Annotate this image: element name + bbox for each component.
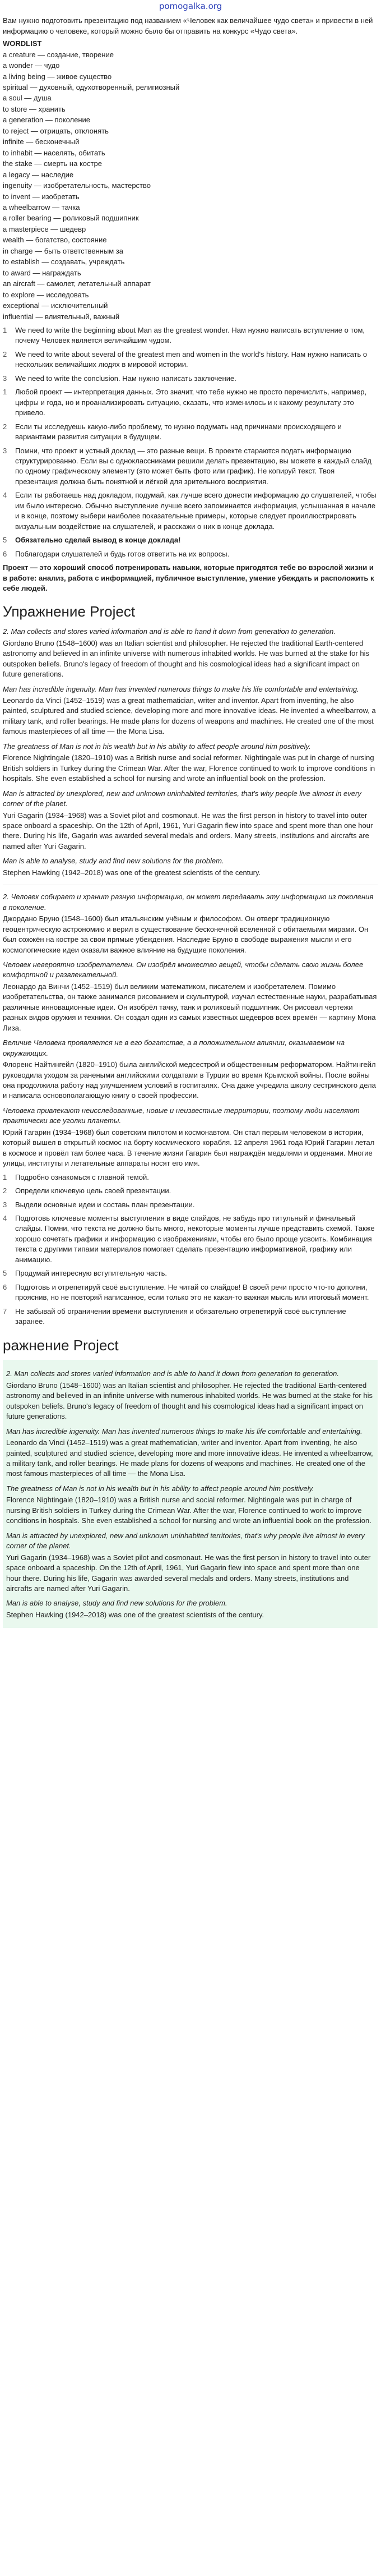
quote: The greatness of Man is not in his wealth but in his ability to affect people around him positively. — [6, 1484, 314, 1493]
quote: The greatness of Man is not in his wealth but in his ability to affect people around him positively. — [3, 742, 311, 751]
list-item — [3, 549, 378, 559]
wordlist-item: an aircraft — самолет, летательный аппарат — [3, 279, 151, 288]
quote-text: Флоренс Найтингейл (1820–1910) была английской медсестрой и общественным реформатором. Найтингейл руководила уходом за ранеными английскими солдатами в Турции во время Крымской войны. После войны она продолжила работу над улучшением условий в госпиталях. Она даже учредила школу сестринского дела и написала основополагающую книгу о своей профессии. — [3, 1060, 376, 1100]
wordlist-item: to store — хранить — [3, 104, 66, 113]
bullet-icon: 1 — [3, 325, 7, 334]
page — [0, 16, 381, 1628]
translation-block — [3, 1038, 378, 1101]
bullet-icon: 2 — [3, 349, 7, 358]
bullet-icon: 5 — [3, 536, 7, 545]
bullet-icon: 4 — [3, 1213, 7, 1222]
section-title: Упражнение Project — [3, 603, 136, 620]
wordlist-item: a creature — создание, творение — [3, 50, 114, 59]
quote-text: Leonardo da Vinci (1452–1519) was a great mathematician, writer and inventor. Apart from inventing, he also painted, sculptured and studied science, developing more and more innovative ideas. He invented a wheelbarrow, a military tank, and roller bearings. He made plans for dozens of weapons and machines. He created one of the most famous masterpieces of all time — the Mona Lisa. — [6, 1438, 373, 1478]
list-item — [3, 1172, 378, 1183]
step-text: Не забывай об ограничении времени выступления и обязательно отрепетируй своё выступление заранее. — [15, 1307, 346, 1326]
list-item — [3, 422, 378, 443]
quote-text: Giordano Bruno (1548–1600) was an Italian scientist and philosopher. He rejected the traditional Earth-centered astronomy and believed in an infinite universe with numerous inhabited worlds. He was burned at the stake for his outspoken beliefs. Bruno's legacy of freedom of thought and his cosmological ideas had a significant impact on future generations. — [6, 1381, 373, 1421]
task-text: We need to write about several of the greatest men and women in the world's history. Нам нужно написать о нескольких величайших людях в мировой истории. — [15, 349, 368, 369]
step-text: Подготовь ключевые моменты выступления в виде слайдов, не забудь про титульный и финальный слайды. Помни, что текста не должно быть много, некоторые моменты лучше представить схемой. Также хорошо сочетать графики и информацию с изображениями, чтобы его было проще усвоить. Комбинация текста с другими типами материалов помогает сделать презентацию информативной, графику или анимацию. — [15, 1213, 375, 1264]
quote: Man is attracted by unexplored, new and unknown uninhabited territories, that's why people live almost in every corner of the planet. — [6, 1531, 365, 1551]
quote-block — [6, 1598, 374, 1620]
quote-text: Stephen Hawking (1942–2018) was one of the greatest scientists of the century. — [3, 868, 261, 877]
wordlist — [3, 50, 378, 322]
list-item — [3, 446, 378, 487]
quote-text: Giordano Bruno (1548–1600) was an Italian scientist and philosopher. He rejected the traditional Earth-centered astronomy and believed in an infinite universe with numerous inhabited worlds. He was burned at the stake for his outspoken beliefs. Bruno's legacy of freedom of thought and his cosmological ideas had a significant impact on future generations. — [3, 638, 369, 679]
quote-block — [6, 1531, 374, 1594]
task-text: We need to write the conclusion. Нам нужно написать заключение. — [15, 374, 236, 383]
wordlist-item: a soul — душа — [3, 94, 52, 103]
quote: Человека привлекают неисследованные, новые и неизвестные территории, поэтому люди населяют практически все уголки планеты. — [3, 1106, 360, 1125]
step-text: Продумай интересную вступительную часть. — [15, 1269, 167, 1278]
step-text: Подготовь и отрепетируй своё выступление. Не читай со слайдов! В своей речи просто что-то дополни, прояснив, но не повторяй написанное, если только это не какая-то важная мысль или итоговый момент. — [15, 1282, 369, 1302]
quote-text: Леонардо да Винчи (1452–1519) был великим математиком, писателем и изобретателем. Помимо изобретательства, он также занимался рисованием и скульптурой, изучал естественные науки, разрабатывая различные инновационные идеи. Он изобрёл тачку, танк и роликовый подшипник. Он рисовал чертежи разных видов оружия и техники. Он создал один из самых известных шедевров всех времён — картину Мона Лиза. — [3, 982, 377, 1032]
translation-block — [3, 892, 378, 955]
quote-text: Stephen Hawking (1942–2018) was one of the greatest scientists of the century. — [6, 1610, 264, 1619]
quote-text: Yuri Gagarin (1934–1968) was a Soviet pilot and cosmonaut. He was the first person in history to travel into outer space onboard a spaceship. On the 12th of April, 1961, Yuri Gagarin flew into space and spent more than one hour there. During his life, Gagarin was awarded several medals and orders. Many streets, institutions and aircrafts are named after Yuri Gagarin. — [6, 1553, 371, 1593]
task-list — [3, 325, 378, 384]
bullet-icon: 5 — [3, 1269, 7, 1278]
wordlist-item: to invent — изобретать — [3, 192, 80, 201]
bullet-icon: 6 — [3, 1282, 7, 1291]
wordlist-item: infinite — бесконечный — [3, 137, 80, 146]
bullet-icon: 4 — [3, 491, 7, 500]
list-item — [3, 490, 378, 532]
list-item — [3, 349, 378, 370]
highlight-band — [3, 1360, 378, 1628]
tip-text: Любой проект — интерпретация данных. Это значит, что тебе нужно не просто перечислить, например, цифры и года, но и проанализировать ситуацию, сказать, что изменилось и к какому результату это привело. — [15, 388, 367, 417]
list-item — [3, 535, 378, 545]
list-item — [3, 1307, 378, 1327]
wordlist-item: a masterpiece — шедевр — [3, 224, 86, 233]
wordlist-item: ingenuity — изобретательность, мастерство — [3, 181, 151, 190]
quote: 2. Man collects and stores varied information and is able to hand it down from generation to generation. — [6, 1369, 340, 1378]
list-item — [3, 374, 378, 384]
quote-block — [6, 1369, 374, 1422]
section-title: ражнение Project — [3, 1336, 119, 1354]
wordlist-item: a roller bearing — роликовый подшипник — [3, 214, 139, 223]
quote: Man has incredible ingenuity. Man has invented numerous things to make his life comfortable and entertaining. — [6, 1427, 363, 1436]
list-item — [3, 1282, 378, 1303]
bullet-icon: 2 — [3, 1186, 7, 1195]
watermark-top: pomogalka.org — [159, 1, 222, 11]
bullet-icon: 2 — [3, 422, 7, 431]
quote: Man has incredible ingenuity. Man has invented numerous things to make his life comfortable and entertaining. — [3, 684, 359, 693]
tips-list — [3, 387, 378, 559]
bullet-icon: 1 — [3, 388, 7, 397]
quote-block — [3, 627, 378, 679]
list-item — [3, 1268, 378, 1278]
wordlist-item: to reject — отрицать, отклонять — [3, 126, 109, 135]
quote: Man is attracted by unexplored, new and unknown uninhabited territories, that's why people live almost in every corner of the planet. — [3, 789, 361, 808]
quote-text: Yuri Gagarin (1934–1968) was a Soviet pilot and cosmonaut. He was the first person in history to travel into outer space onboard a spaceship. On the 12th of April, 1961, Yuri Gagarin flew into space and spent more than one hour there. During his life, Gagarin was awarded several medals and orders. Many streets, institutions and aircrafts are named after Yuri Gagarin. — [3, 811, 373, 850]
tip-text: Поблагодари слушателей и будь готов ответить на их вопросы. — [15, 549, 230, 558]
step-text: Выдели основные идеи и составь план презентации. — [15, 1200, 195, 1209]
step-text: Подробно ознакомься с главной темой. — [15, 1172, 149, 1181]
wordlist-item: to award — награждать — [3, 268, 81, 277]
steps-list — [3, 1172, 378, 1327]
quote: Man is able to analyse, study and find new solutions for the problem. — [3, 857, 224, 866]
step-text: Определи ключевую цель своей презентации. — [15, 1186, 171, 1195]
list-item — [3, 1186, 378, 1196]
wordlist-item: to establish — создавать, учреждать — [3, 257, 125, 266]
quote: 2. Man collects and stores varied information and is able to hand it down from generation to generation. — [3, 627, 336, 636]
quote-block — [3, 742, 378, 784]
wordlist-item: exceptional — исключительный — [3, 301, 108, 310]
list-item — [3, 325, 378, 346]
intro-paragraph: Вам нужно подготовить презентацию под названием «Человек как величайшее чудо света» и привести в ней информацию о человеке, который можно было бы отправить на конкурс «Чудо света». — [3, 16, 373, 35]
task-text: We need to write the beginning about Man as the greatest wonder. Нам нужно написать вступление о том, почему Человек является величайшим чудом. — [15, 325, 365, 345]
quote-block — [6, 1484, 374, 1526]
bullet-icon: 6 — [3, 549, 7, 558]
translation-block — [3, 960, 378, 1033]
wordlist-item: a wonder — чудо — [3, 61, 60, 70]
quote: Человек невероятно изобретателен. Он изобрёл множество вещей, чтобы сделать свою жизнь более комфортной и развлекательной. — [3, 960, 364, 979]
wordlist-item: the stake — смерть на костре — [3, 159, 102, 168]
tip-text: Если ты исследуешь какую-либо проблему, то нужно подумать над причинами происходящего и вариантами развития ситуации в будущем. — [15, 422, 342, 441]
quote-text: Florence Nightingale (1820–1910) was a British nurse and social reformer. Nightingale was put in charge of nursing British soldiers in Turkey during the Crimean War. After the war, Florence continued to work to improve conditions in hospitals. She even established a school for nursing and wrote an influential book on the profession. — [6, 1496, 371, 1525]
quote-text: Джордано Бруно (1548–1600) был итальянским учёным и философом. Он отверг традиционную геоцентрическую астрономию и верил в существование бесконечной вселенной с обитаемыми мирами. Он был сожжён на костре за свои прямые убеждения. Наследие Бруно в свободе выражения мысли и его космологические идеи оказали важное влияние на будущие поколения. — [3, 914, 369, 954]
quote-text: Юрий Гагарин (1934–1968) был советским пилотом и космонавтом. Он стал первым человеком в истории, который вышел в открытый космос на борту космического корабля. 12 апреля 1961 года Юрий Гагарин летал в космосе и провёл там более часа. В течение жизни Гагарин был награждён медалями и орденами. Многие улицы, институты и летательные аппараты носят его имя. — [3, 1128, 375, 1168]
bullet-icon: 1 — [3, 1172, 7, 1181]
bullet-icon: 3 — [3, 1200, 7, 1209]
tip-text: Если ты работаешь над докладом, подумай, как лучше всего донести информацию до слушателей, чтобы им было интересно. Обычно выступление лучше всего запоминается информация, услышанная в начале и в конце, поэтому выбери наиболее показательные примеры, которые следует проиллюстрировать визуальным воздействие на слушателей, и расскажи о них в конце доклада. — [15, 491, 377, 531]
wordlist-item: a wheelbarrow — тачка — [3, 203, 80, 211]
quote-block — [6, 1427, 374, 1479]
quote-text: Florence Nightingale (1820–1910) was a British nurse and social reformer. Nightingale was put in charge of nursing British soldiers in Turkey during the Crimean War. After the war, Florence continued to work to improve conditions in hospitals. She even established a school for nursing and wrote an influential book on the profession. — [3, 753, 375, 783]
tip-text: Обязательно сделай вывод в конце доклада! — [15, 536, 181, 545]
wordlist-item: a living being — живое существо — [3, 72, 112, 81]
bullet-icon: 3 — [3, 374, 7, 383]
quote-block — [3, 789, 378, 852]
wordlist-item: spiritual — духовный, одухотворенный, религиозный — [3, 83, 180, 92]
wordlist-item: to inhabit — населять, обитать — [3, 148, 105, 157]
bullet-icon: 7 — [3, 1307, 7, 1315]
wordlist-item: influential — влиятельный, важный — [3, 312, 120, 321]
quote: Man is able to analyse, study and find new solutions for the problem. — [6, 1599, 227, 1608]
list-item — [3, 1200, 378, 1210]
wordlist-item: a generation — поколение — [3, 116, 91, 125]
translation-block — [3, 1106, 378, 1169]
wordlist-title: WORDLIST — [3, 39, 42, 48]
quote: 2. Человек собирает и хранит разную информацию, он может передавать эту информацию из поколения в поколение. — [3, 893, 374, 912]
tip-text: Помни, что проект и устный доклад — это разные вещи. В проекте стараются подать информацию структурированно. Если вы с одноклассниками решили делать презентацию, вы можете в каждый слайд по одному графическому элементу (это может быть фото или график). Не копируй текст. Твоя презентация должна быть понятной и лёгкой для зрительного восприятия. — [15, 446, 372, 486]
list-item — [3, 387, 378, 418]
wordlist-item: in charge — быть ответственным за — [3, 246, 123, 255]
wordlist-item: to explore — исследовать — [3, 290, 89, 299]
quote-block — [3, 856, 378, 878]
wordlist-item: wealth — богатство, состояние — [3, 236, 107, 245]
summary-paragraph: Проект — это хороший способ потренировать навыки, которые пригодятся тебе во взрослой жизни и в работе: анализ, работа с информацией, публичное выступление, умение убеждать и расположить к себе людей. — [3, 563, 374, 592]
quote-block — [3, 684, 378, 737]
quote: Величие Человека проявляется не в его богатстве, а в положительном влиянии, оказываемом на окружающих. — [3, 1038, 345, 1057]
wordlist-item: a legacy — наследие — [3, 170, 74, 179]
bullet-icon: 3 — [3, 446, 7, 455]
list-item — [3, 1213, 378, 1265]
quote-text: Leonardo da Vinci (1452–1519) was a great mathematician, writer and inventor. Apart from inventing, he also painted, sculptured and studied science, developing more and more innovative ideas. He invented a wheelbarrow, a military tank, and roller bearings. He made plans for dozens of weapons and machines. He created one of the most famous masterpieces of all time — the Mona Lisa. — [3, 696, 376, 736]
